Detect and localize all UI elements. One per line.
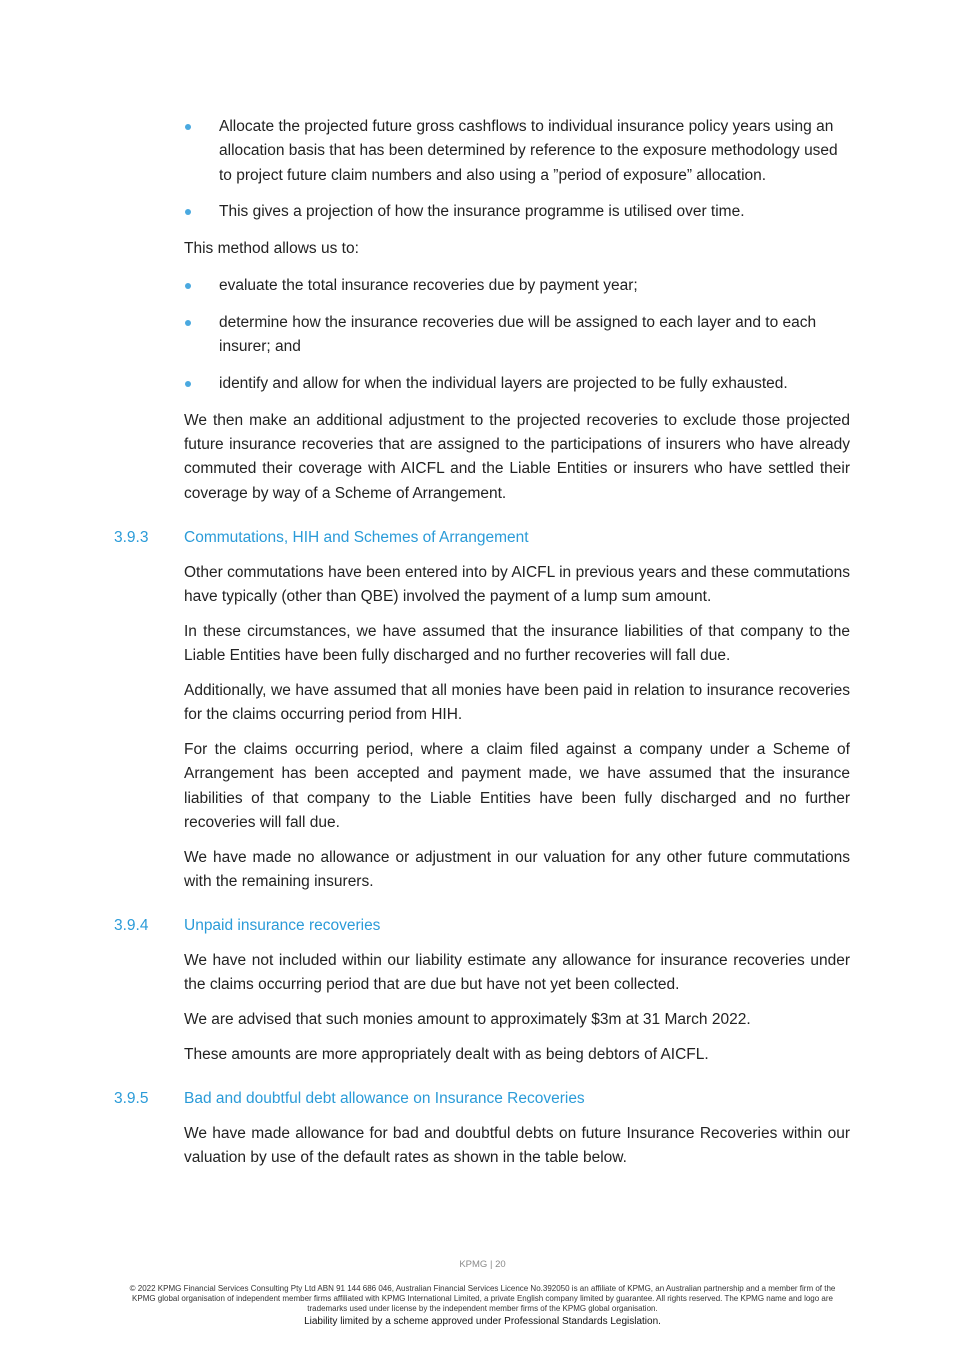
paragraph: We have made no allowance or adjustment in our valuation for any other future commutations with the remaining insurers. — [184, 848, 850, 890]
paragraph: We have not included within our liability estimate any allowance for insurance recoveries under the claims occurring period that are due but have not yet been collected. — [184, 952, 850, 994]
section-3-9-5 — [114, 1087, 850, 1170]
document-body — [114, 115, 850, 1181]
list-item: identify and allow for when the individual layers are projected to be fully exhausted. — [184, 372, 850, 396]
list-item: determine how the insurance recoveries due will be assigned to each layer and to each insurer; and — [184, 311, 850, 360]
section-number: 3.9.3 — [114, 528, 149, 546]
list-item: Allocate the projected future gross cashflows to individual insurance policy years using an allocation basis that has been determined by reference to the exposure methodology used to project future claim numbers and also using a ”period of exposure” allocation. — [184, 115, 850, 188]
paragraph: Additionally, we have assumed that all monies have been paid in relation to insurance recoveries for the claims occurring period from HIH. — [184, 681, 850, 724]
list-item: evaluate the total insurance recoveries due by payment year; — [184, 274, 850, 298]
bullet-icon — [185, 283, 191, 289]
bullet-list-top — [184, 115, 850, 225]
bullet-list-method — [184, 274, 850, 396]
paragraph: We have made allowance for bad and doubtful debts on future Insurance Recoveries within our valuation by use of the default rates as shown in the table below. — [184, 1125, 850, 1167]
section-title: Unpaid insurance recoveries — [184, 917, 381, 935]
section-heading — [114, 526, 850, 550]
paragraph: These amounts are more appropriately dealt with as being debtors of AICFL. — [184, 1045, 709, 1063]
section-heading — [114, 914, 850, 938]
paragraph: Other commutations have been entered into by AICFL in previous years and these commutations have typically (other than QBE) involved the payment of a lump sum amount. — [184, 563, 850, 605]
section-title: Bad and doubtful debt allowance on Insurance Recoveries — [184, 1090, 585, 1108]
intro-text: This method allows us to: — [184, 240, 359, 258]
section-3-9-4 — [114, 914, 850, 1067]
page-number: KPMG | 20 — [459, 1259, 506, 1270]
section-number: 3.9.4 — [114, 917, 149, 935]
paragraph-adjustment: We then make an additional adjustment to the projected recoveries to exclude those projected future insurance recoveries that are assigned to the participations of insurers who have already commuted their coverage with AICFL and the Liable Entities or insurers who have settled their coverage by way of a Scheme of Arrangement. — [184, 411, 850, 502]
section-number: 3.9.5 — [114, 1090, 149, 1108]
paragraph: We are advised that such monies amount to approximately $3m at 31 March 2022. — [184, 1011, 751, 1029]
bullet-icon — [185, 209, 191, 215]
section-3-9-3 — [114, 526, 850, 894]
list-item: This gives a projection of how the insurance programme is utilised over time. — [184, 200, 850, 224]
bullet-icon — [185, 320, 191, 326]
section-title: Commutations, HIH and Schemes of Arrangement — [184, 528, 529, 546]
bullet-icon — [185, 124, 191, 130]
paragraph: In these circumstances, we have assumed that the insurance liabilities of that company to the Liable Entities have been fully discharged and no further recoveries will fall due. — [184, 622, 850, 665]
bullet-icon — [185, 381, 191, 387]
section-heading — [114, 1087, 850, 1111]
liability-notice: Liability limited by a scheme approved under Professional Standards Legislation. — [304, 1316, 661, 1327]
legal-notice: © 2022 KPMG Financial Services Consulting Pty Ltd ABN 91 144 686 046, Australian Financial Services Licence No.392050 is an affiliate of KPMG, an Australian partnership and a member firm of the KPMG global organisation of independent member firms affiliated with KPMG International Limited, a private English company limited by guarantee. All rights reserved. The KPMG name and logo are trademarks used under license by the independent member firms of the KPMG global organisation. — [129, 1284, 836, 1313]
paragraph: For the claims occurring period, where a claim filed against a company under a Scheme of Arrangement has been accepted and payment made, we have assumed that the insurance liabilities of that company to the Liable Entities have been fully discharged and no further recoveries will fall due. — [184, 740, 850, 831]
